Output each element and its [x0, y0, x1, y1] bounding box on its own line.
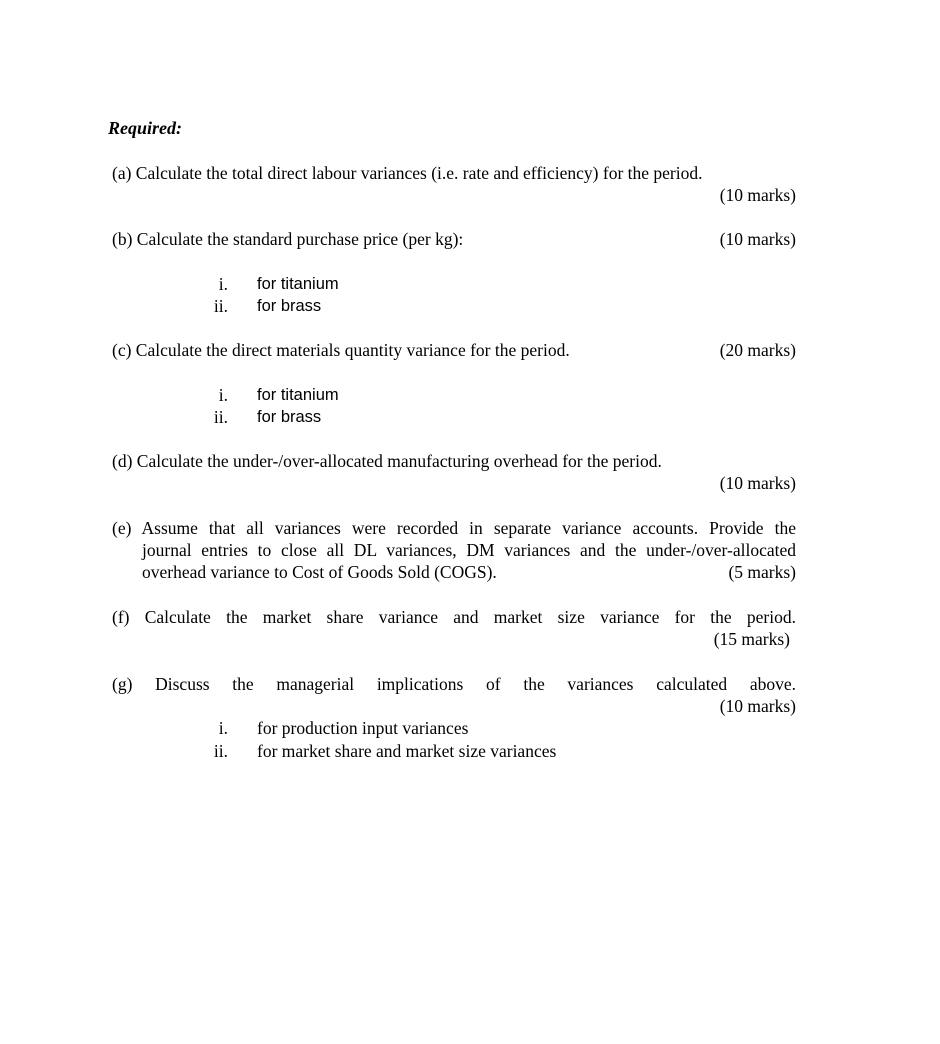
- question-c-item-2-text: for brass: [257, 408, 322, 426]
- question-g-item-2-text: for market share and market size variances: [257, 741, 557, 761]
- question-e-line-2: journal entries to close all DL variances, DM variances and the under-/over-allocated: [142, 540, 796, 560]
- question-a-marks: (10 marks): [719, 185, 796, 205]
- question-c-item-1-text: for titanium: [257, 386, 339, 404]
- question-c-item-2-num: ii.: [213, 407, 228, 427]
- required-heading: Required:: [108, 118, 182, 138]
- question-e-line-1: (e) Assume that all variances were recorded in separate variance accounts. Provide the: [112, 518, 796, 538]
- question-a-text: (a) Calculate the total direct labour variances (i.e. rate and efficiency) for the period.: [112, 163, 703, 183]
- question-c-item-1-num: i.: [218, 385, 228, 405]
- question-c-marks: (20 marks): [719, 340, 796, 360]
- question-f-text: (f) Calculate the market share variance and market size variance for the period.: [112, 607, 796, 627]
- question-e-marks: (5 marks): [728, 562, 796, 582]
- question-b-item-2-text: for brass: [257, 297, 322, 315]
- question-b-item-1-num: i.: [218, 274, 228, 294]
- question-c-text: (c) Calculate the direct materials quantity variance for the period.: [112, 340, 570, 360]
- question-f-marks: (15 marks): [713, 629, 790, 649]
- question-g-item-1-num: i.: [218, 718, 228, 738]
- question-g-text: (g) Discuss the managerial implications of the variances calculated above.: [112, 674, 796, 694]
- question-b-text: (b) Calculate the standard purchase price (per kg):: [112, 229, 464, 249]
- question-g-item-1-text: for production input variances: [257, 718, 469, 738]
- question-e-line-3: overhead variance to Cost of Goods Sold (COGS).: [142, 562, 497, 582]
- question-b-item-2-num: ii.: [213, 296, 228, 316]
- question-b-marks: (10 marks): [719, 229, 796, 249]
- question-d-text: (d) Calculate the under-/over-allocated manufacturing overhead for the period.: [112, 451, 662, 471]
- question-g-marks: (10 marks): [719, 696, 796, 716]
- question-d-marks: (10 marks): [719, 473, 796, 493]
- question-b-item-1-text: for titanium: [257, 275, 339, 293]
- question-g-item-2-num: ii.: [213, 741, 228, 761]
